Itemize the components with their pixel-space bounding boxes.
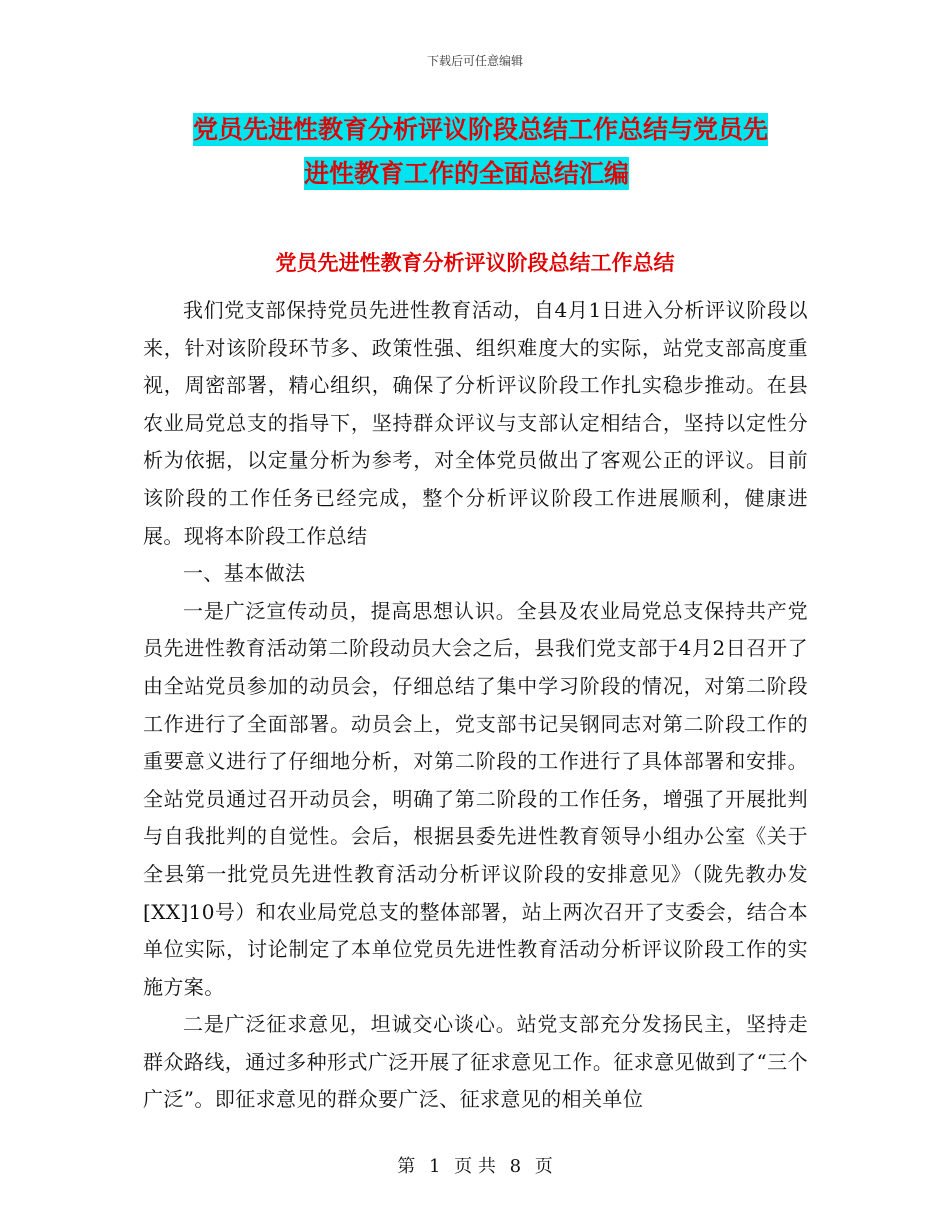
body-text xyxy=(143,292,808,1119)
title-line-2: 进性教育工作的全面总结汇编 xyxy=(304,159,630,188)
paragraph: 我们党支部保持党员先进性教育活动，自4月1日进入分析评议阶段以来，针对该阶段环节多、政策性强、组织难度大的实际，站党支部高度重视，周密部署，精心组织，确保了分析评议阶段工作扎实稳步推动。在县农业局党总支的指导下，坚持群众评议与支部认定相结合，坚持以定性分析为依据，以定量分析为参考，对全体党员做出了客观公正的评议。目前该阶段的工作任务已经完成，整个分析评议阶段工作进展顺利，健康进展。现将本阶段工作总结 xyxy=(143,298,808,548)
footer-suffix: 页 xyxy=(534,1156,553,1177)
page-footer xyxy=(0,1152,950,1178)
footer-prefix: 第 xyxy=(397,1156,416,1177)
page-total: 8 xyxy=(509,1156,522,1177)
paragraph: 一是广泛宣传动员，提高思想认识。全县及农业局党总支保持共产党员先进性教育活动第二阶段动员大会之后，县我们党支部于4月2日召开了由全站党员参加的动员会，仔细总结了集中学习阶段的情况，对第二阶段工作进行了全面部署。动员会上，党支部书记吴钢同志对第二阶段工作的重要意义进行了仔细地分析，对第二阶段的工作进行了具体部署和安排。全站党员通过召开动员会，明确了第二阶段的工作任务，增强了开展批判与自我批判的自觉性。会后，根据县委先进性教育领导小组办公室《关于全县第一批党员先进性教育活动分析评议阶段的安排意见》（陇先教办发[XX]10号）和农业局党总支的整体部署，站上两次召开了支委会，结合本单位实际，讨论制定了本单位党员先进性教育活动分析评议阶段工作的实施方案。 xyxy=(143,598,808,999)
document-title xyxy=(193,108,813,196)
title-line-1: 党员先进性教育分析评议阶段总结工作总结与党员先 xyxy=(193,115,769,144)
paragraph: 二是广泛征求意见，坦诚交心谈心。站党支部充分发扬民主，坚持走群众路线，通过多种形式广泛开展了征求意见工作。征求意见做到了“三个广泛”。即征求意见的群众要广泛、征求意见的相关单位 xyxy=(143,1012,808,1112)
footer-middle: 页 共 xyxy=(454,1156,496,1177)
header-note: 下载后可任意编辑 xyxy=(426,54,523,68)
page-number: 1 xyxy=(428,1156,441,1177)
paragraph-heading: 一、基本做法 xyxy=(183,561,306,586)
section-title: 党员先进性教育分析评议阶段总结工作总结 xyxy=(275,251,675,275)
